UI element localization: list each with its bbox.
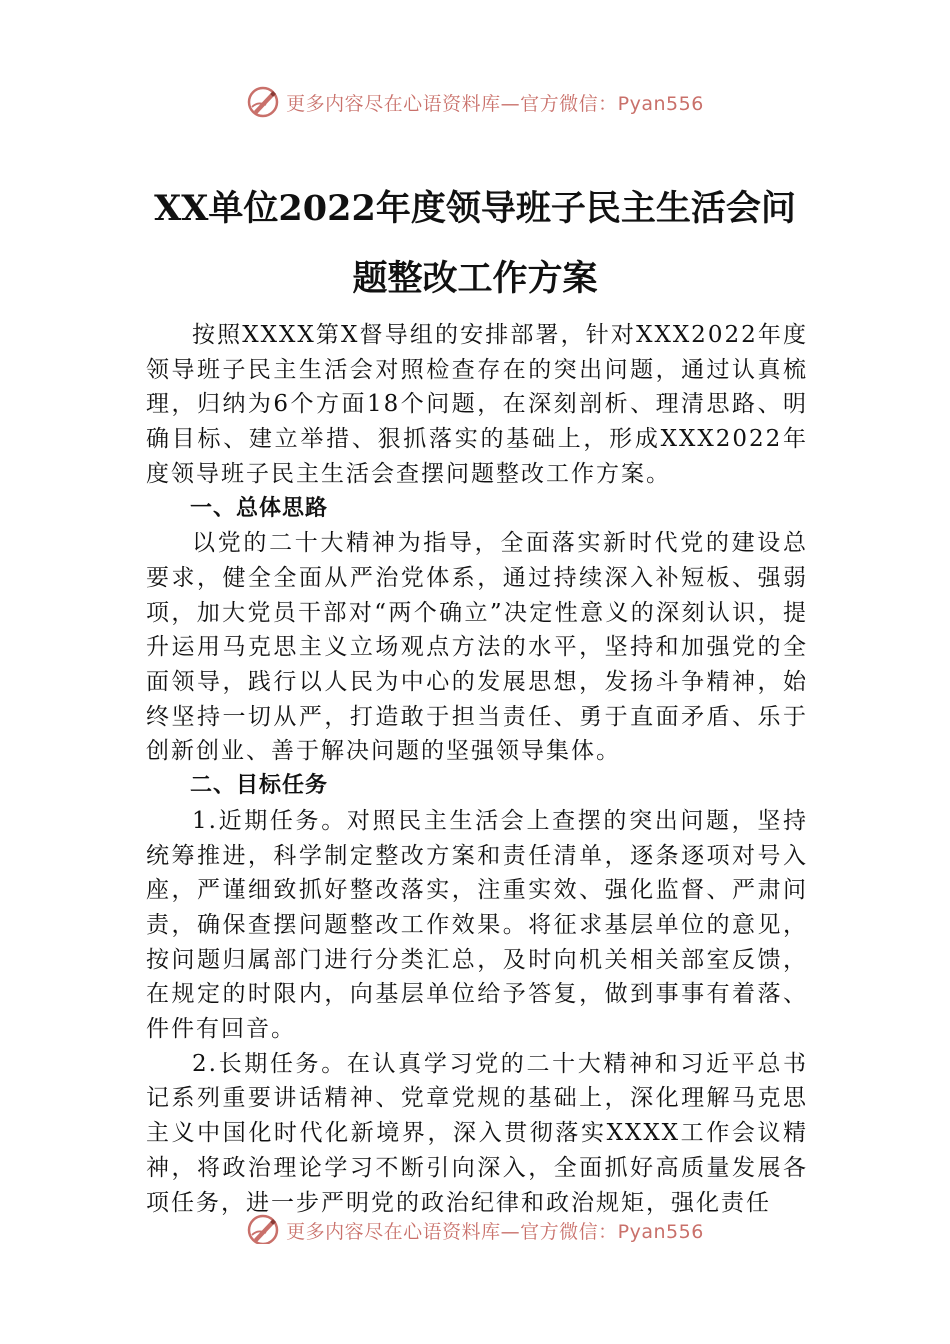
section-heading-goals-tasks: 二、目标任务 bbox=[190, 773, 329, 799]
watermark-footer bbox=[0, 1204, 950, 1244]
pen-logo-icon bbox=[246, 1213, 280, 1244]
pen-logo-icon bbox=[246, 85, 280, 119]
watermark-text: 更多内容尽在心语资料库—官方微信：Pyan556 bbox=[286, 92, 704, 115]
watermark-text: 更多内容尽在心语资料库—官方微信：Pyan556 bbox=[286, 1220, 704, 1243]
section-heading-overall-approach: 一、总体思路 bbox=[190, 495, 329, 521]
page-title-line-2: 题整改工作方案 bbox=[352, 258, 598, 299]
short-term-task-paragraph: 1.近期任务。对照民主生活会上查摆的突出问题，坚持统筹推进，科学制定整改方案和责任清单，逐条逐项对号入座，严谨细致抓好整改落实，注重实效、强化监督、严肃问责，确保查摆问题整改工作效果。将征求基层单位的意见，按问题归属部门进行分类汇总，及时向机关相关部室反馈，在规定的时限内，向基层单位给予答复，做到事事有着落、件件有回音。 bbox=[146, 807, 808, 1043]
overall-approach-paragraph: 以党的二十大精神为指导，全面落实新时代党的建设总要求，健全全面从严治党体系，通过持续深入补短板、强弱项，加大党员干部对“两个确立”决定性意义的深刻认识，提升运用马克思主义立场观点方法的水平，坚持和加强党的全面领导，践行以人民为中心的发展思想，发扬斗争精神，始终坚持一切从严，打造敢于担当责任、勇于直面矛盾、乐于创新创业、善于解决问题的坚强领导集体。 bbox=[146, 530, 808, 765]
intro-paragraph: 按照XXXX第X督导组的安排部署，针对XXX2022年度领导班子民主生活会对照检查存在的突出问题，通过认真梳理，归纳为6个方面18个问题，在深刻剖析、理清思路、明确目标、建立举措、狠抓落实的基础上，形成XXX2022年度领导班子民主生活会查摆问题整改工作方案。 bbox=[146, 322, 808, 487]
watermark-header bbox=[0, 82, 950, 122]
document-body bbox=[146, 318, 808, 1220]
long-term-task-paragraph: 2.长期任务。在认真学习党的二十大精神和习近平总书记系列重要讲话精神、党章党规的基础上，深化理解马克思主义中国化时代化新境界，深入贯彻落实XXXX工作会议精神，将政治理论学习不断引向深入，全面抓好高质量发展各项任务，进一步严明党的政治纪律和政治规矩，强化责任 bbox=[146, 1050, 808, 1216]
page-title-line-1: XX单位2022年度领导班子民主生活会问 bbox=[154, 188, 796, 229]
